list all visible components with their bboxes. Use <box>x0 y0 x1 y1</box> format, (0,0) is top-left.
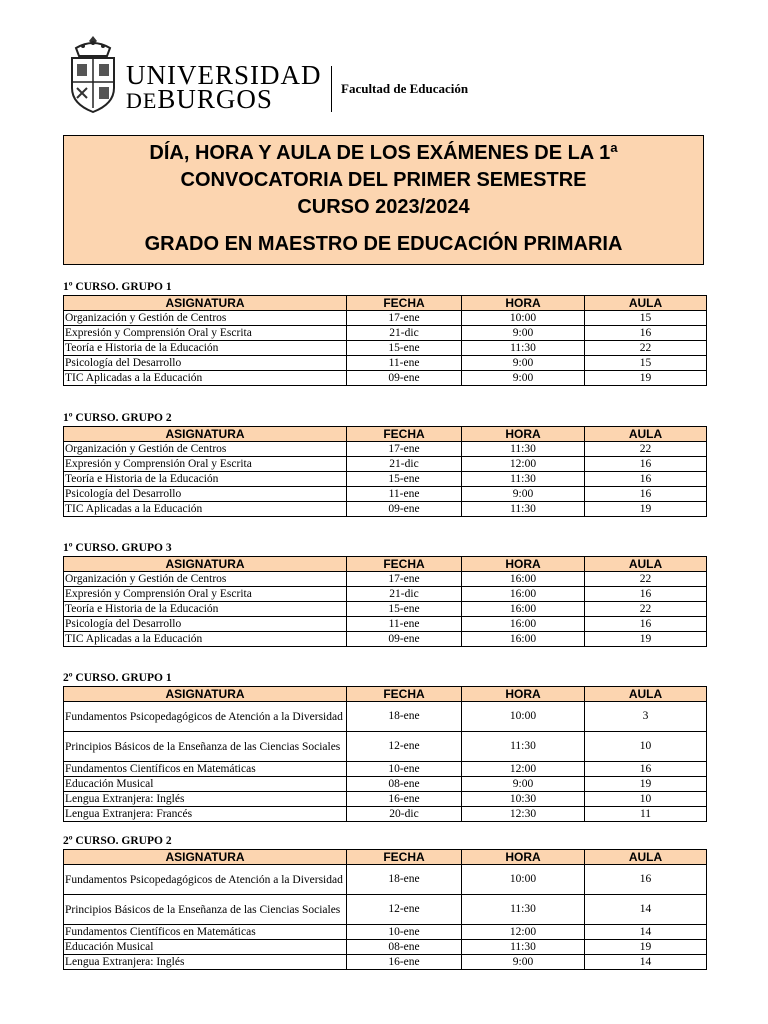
exam-group-section <box>63 410 706 517</box>
subject-cell: Organización y Gestión de Centros <box>64 572 347 587</box>
table-row <box>64 762 707 777</box>
title-box <box>63 135 704 265</box>
date-cell: 09-ene <box>347 371 462 386</box>
group-title: 1º CURSO. GRUPO 3 <box>63 542 172 554</box>
table-row <box>64 617 707 632</box>
time-cell: 11:30 <box>462 895 585 925</box>
time-cell: 9:00 <box>462 777 585 792</box>
table-row <box>64 487 707 502</box>
room-cell: 14 <box>585 895 707 925</box>
subject-cell: Fundamentos Psicopedagógicos de Atención a la Diversidad <box>64 865 347 895</box>
date-cell: 21-dic <box>347 457 462 472</box>
title-line2: CONVOCATORIA DEL PRIMER SEMESTRE <box>180 169 587 191</box>
column-header-room: AULA <box>585 687 707 702</box>
table-row <box>64 371 707 386</box>
date-cell: 08-ene <box>347 940 462 955</box>
table-row <box>64 587 707 602</box>
table-header-row <box>64 427 707 442</box>
time-cell: 16:00 <box>462 587 585 602</box>
subject-cell: Teoría e Historia de la Educación <box>64 602 347 617</box>
time-cell: 11:30 <box>462 472 585 487</box>
date-cell: 11-ene <box>347 356 462 371</box>
exam-table <box>63 426 707 517</box>
date-cell: 18-ene <box>347 865 462 895</box>
group-title: 2º CURSO. GRUPO 2 <box>63 835 172 847</box>
subject-cell: TIC Aplicadas a la Educación <box>64 502 347 517</box>
subject-cell: Expresión y Comprensión Oral y Escrita <box>64 587 347 602</box>
room-cell: 15 <box>585 356 707 371</box>
subject-cell: Educación Musical <box>64 940 347 955</box>
table-row <box>64 702 707 732</box>
table-row <box>64 472 707 487</box>
time-cell: 9:00 <box>462 371 585 386</box>
group-title: 1º CURSO. GRUPO 2 <box>63 412 172 424</box>
column-header-time: HORA <box>462 557 585 572</box>
date-cell: 12-ene <box>347 732 462 762</box>
subject-cell: Psicología del Desarrollo <box>64 356 347 371</box>
table-header-row <box>64 296 707 311</box>
date-cell: 10-ene <box>347 762 462 777</box>
time-cell: 12:00 <box>462 457 585 472</box>
time-cell: 10:00 <box>462 865 585 895</box>
subject-cell: Fundamentos Científicos en Matemáticas <box>64 762 347 777</box>
subject-cell: TIC Aplicadas a la Educación <box>64 371 347 386</box>
column-header-subject: ASIGNATURA <box>64 687 347 702</box>
column-header-subject: ASIGNATURA <box>64 296 347 311</box>
column-header-date: FECHA <box>347 296 462 311</box>
table-row <box>64 602 707 617</box>
room-cell: 22 <box>585 572 707 587</box>
column-header-time: HORA <box>462 687 585 702</box>
date-cell: 12-ene <box>347 895 462 925</box>
time-cell: 10:30 <box>462 792 585 807</box>
table-row <box>64 955 707 970</box>
column-header-date: FECHA <box>347 687 462 702</box>
subject-cell: Expresión y Comprensión Oral y Escrita <box>64 326 347 341</box>
table-header-row <box>64 687 707 702</box>
title-line1: DÍA, HORA Y AULA DE LOS EXÁMENES DE LA 1ª <box>149 142 618 164</box>
column-header-time: HORA <box>462 296 585 311</box>
room-cell: 11 <box>585 807 707 822</box>
table-row <box>64 311 707 326</box>
table-row <box>64 457 707 472</box>
date-cell: 11-ene <box>347 617 462 632</box>
date-cell: 16-ene <box>347 955 462 970</box>
column-header-subject: ASIGNATURA <box>64 557 347 572</box>
table-row <box>64 502 707 517</box>
table-row <box>64 865 707 895</box>
room-cell: 22 <box>585 442 707 457</box>
room-cell: 19 <box>585 502 707 517</box>
subject-cell: Psicología del Desarrollo <box>64 617 347 632</box>
time-cell: 11:30 <box>462 442 585 457</box>
room-cell: 3 <box>585 702 707 732</box>
room-cell: 19 <box>585 940 707 955</box>
subject-cell: Principios Básicos de la Enseñanza de las Ciencias Sociales <box>64 732 347 762</box>
table-row <box>64 356 707 371</box>
date-cell: 11-ene <box>347 487 462 502</box>
column-header-room: AULA <box>585 850 707 865</box>
subject-cell: Teoría e Historia de la Educación <box>64 341 347 356</box>
time-cell: 12:30 <box>462 807 585 822</box>
date-cell: 20-dic <box>347 807 462 822</box>
room-cell: 22 <box>585 602 707 617</box>
header-divider <box>331 66 332 112</box>
room-cell: 14 <box>585 955 707 970</box>
date-cell: 21-dic <box>347 326 462 341</box>
table-row <box>64 895 707 925</box>
column-header-date: FECHA <box>347 557 462 572</box>
exam-table <box>63 686 707 822</box>
title-degree: GRADO EN MAESTRO DE EDUCACIÓN PRIMARIA <box>144 233 623 255</box>
table-row <box>64 807 707 822</box>
exam-group-section <box>63 540 706 647</box>
column-header-room: AULA <box>585 296 707 311</box>
date-cell: 18-ene <box>347 702 462 732</box>
exam-table <box>63 849 707 970</box>
time-cell: 11:30 <box>462 502 585 517</box>
time-cell: 11:30 <box>462 341 585 356</box>
column-header-subject: ASIGNATURA <box>64 427 347 442</box>
date-cell: 09-ene <box>347 632 462 647</box>
table-row <box>64 777 707 792</box>
time-cell: 16:00 <box>462 602 585 617</box>
subject-cell: Lengua Extranjera: Inglés <box>64 792 347 807</box>
date-cell: 17-ene <box>347 572 462 587</box>
room-cell: 15 <box>585 311 707 326</box>
room-cell: 16 <box>585 617 707 632</box>
column-header-date: FECHA <box>347 427 462 442</box>
subject-cell: Fundamentos Psicopedagógicos de Atención a la Diversidad <box>64 702 347 732</box>
date-cell: 16-ene <box>347 792 462 807</box>
date-cell: 21-dic <box>347 587 462 602</box>
date-cell: 09-ene <box>347 502 462 517</box>
title-line3: CURSO 2023/2024 <box>297 196 470 218</box>
room-cell: 10 <box>585 732 707 762</box>
exam-group-section <box>63 670 706 822</box>
group-title: 1º CURSO. GRUPO 1 <box>63 281 172 293</box>
time-cell: 16:00 <box>462 632 585 647</box>
room-cell: 16 <box>585 487 707 502</box>
column-header-date: FECHA <box>347 850 462 865</box>
time-cell: 16:00 <box>462 617 585 632</box>
time-cell: 9:00 <box>462 326 585 341</box>
column-header-subject: ASIGNATURA <box>64 850 347 865</box>
column-header-room: AULA <box>585 557 707 572</box>
time-cell: 12:00 <box>462 925 585 940</box>
table-row <box>64 572 707 587</box>
room-cell: 19 <box>585 777 707 792</box>
table-row <box>64 732 707 762</box>
group-title: 2º CURSO. GRUPO 1 <box>63 672 172 684</box>
date-cell: 17-ene <box>347 442 462 457</box>
exam-group-section <box>63 833 706 970</box>
column-header-time: HORA <box>462 427 585 442</box>
date-cell: 15-ene <box>347 341 462 356</box>
date-cell: 17-ene <box>347 311 462 326</box>
room-cell: 16 <box>585 457 707 472</box>
table-header-row <box>64 557 707 572</box>
time-cell: 10:00 <box>462 311 585 326</box>
time-cell: 12:00 <box>462 762 585 777</box>
table-row <box>64 925 707 940</box>
table-row <box>64 792 707 807</box>
subject-cell: Principios Básicos de la Enseñanza de las Ciencias Sociales <box>64 895 347 925</box>
table-row <box>64 632 707 647</box>
room-cell: 19 <box>585 632 707 647</box>
time-cell: 9:00 <box>462 955 585 970</box>
subject-cell: Educación Musical <box>64 777 347 792</box>
room-cell: 10 <box>585 792 707 807</box>
date-cell: 15-ene <box>347 602 462 617</box>
room-cell: 19 <box>585 371 707 386</box>
subject-cell: TIC Aplicadas a la Educación <box>64 632 347 647</box>
time-cell: 10:00 <box>462 702 585 732</box>
time-cell: 9:00 <box>462 487 585 502</box>
table-row <box>64 326 707 341</box>
column-header-room: AULA <box>585 427 707 442</box>
room-cell: 22 <box>585 341 707 356</box>
time-cell: 9:00 <box>462 356 585 371</box>
room-cell: 14 <box>585 925 707 940</box>
university-name-line2 <box>126 86 273 114</box>
room-cell: 16 <box>585 472 707 487</box>
subject-cell: Fundamentos Científicos en Matemáticas <box>64 925 347 940</box>
date-cell: 08-ene <box>347 777 462 792</box>
university-crest-logo <box>66 34 120 114</box>
room-cell: 16 <box>585 587 707 602</box>
table-row <box>64 940 707 955</box>
date-cell: 15-ene <box>347 472 462 487</box>
time-cell: 11:30 <box>462 732 585 762</box>
university-name-prefix: DE <box>126 88 158 113</box>
subject-cell: Psicología del Desarrollo <box>64 487 347 502</box>
table-row <box>64 442 707 457</box>
faculty-name: Facultad de Educación <box>341 81 469 96</box>
room-cell: 16 <box>585 865 707 895</box>
room-cell: 16 <box>585 762 707 777</box>
university-header <box>66 34 506 114</box>
subject-cell: Teoría e Historia de la Educación <box>64 472 347 487</box>
university-name-line1: UNIVERSIDAD <box>126 60 322 90</box>
subject-cell: Lengua Extranjera: Inglés <box>64 955 347 970</box>
table-header-row <box>64 850 707 865</box>
room-cell: 16 <box>585 326 707 341</box>
time-cell: 11:30 <box>462 940 585 955</box>
subject-cell: Lengua Extranjera: Francés <box>64 807 347 822</box>
column-header-time: HORA <box>462 850 585 865</box>
exam-table <box>63 556 707 647</box>
time-cell: 16:00 <box>462 572 585 587</box>
university-name-city: BURGOS <box>157 84 273 114</box>
date-cell: 10-ene <box>347 925 462 940</box>
exam-table <box>63 295 707 386</box>
subject-cell: Organización y Gestión de Centros <box>64 311 347 326</box>
subject-cell: Expresión y Comprensión Oral y Escrita <box>64 457 347 472</box>
exam-group-section <box>63 279 706 386</box>
subject-cell: Organización y Gestión de Centros <box>64 442 347 457</box>
table-row <box>64 341 707 356</box>
